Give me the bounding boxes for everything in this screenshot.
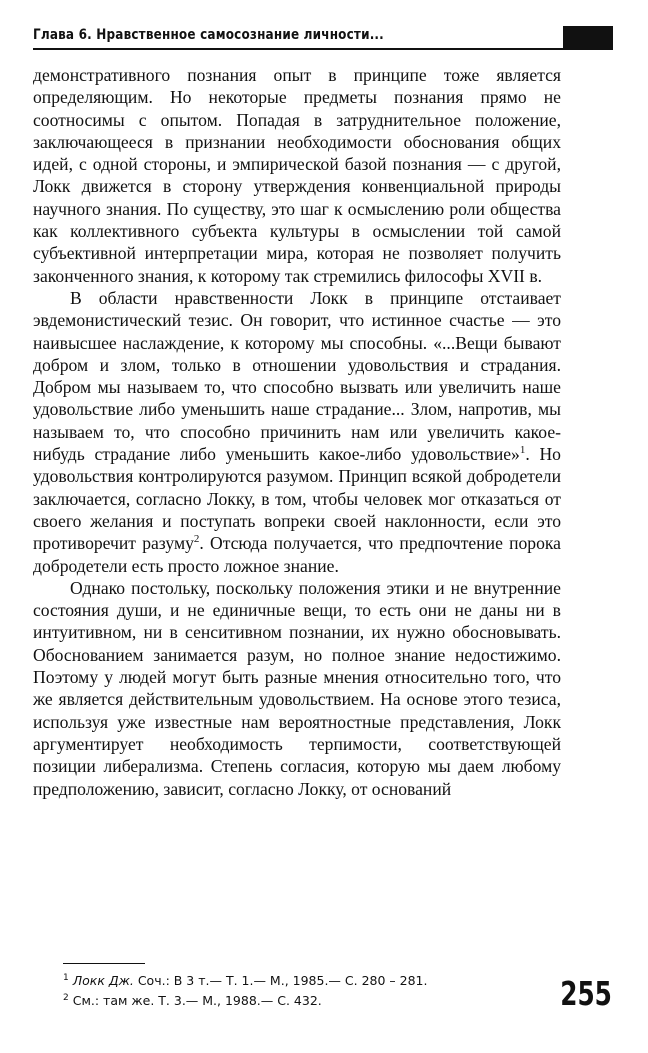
header-black-block (563, 26, 613, 48)
footnote-2 (63, 991, 533, 1011)
paragraph-1: демонстративного познания опыт в принципе тоже является определяющим. Но некоторые предметы познания прямо не соотносимы с опытом. Попадая в затруднительное положение, заключающееся в признании необходимости обоснования общих идей, с одной стороны, и эмпирической базой познания — с другой, Локк движется в сторону утверждения конвенциальной природы научного знания. По существу, это шаг к осмыслению роли общества как коллективного субъекта культуры в осмыслении той самой субъективной интерпретации мира, которая не позволяет получить законченного знания, к которому так стремились философы XVII в. (33, 65, 561, 286)
footnote-1 (63, 971, 533, 991)
footnote-ref-1: 1 (519, 444, 526, 457)
footnote-ref-2: 2 (193, 533, 200, 546)
footnote-number: 2 (63, 992, 69, 1003)
footnote-text: Соч.: В 3 т.— Т. 1.— М., 1985.— С. 280 – 281. (133, 973, 428, 988)
footnote-text: См.: там же. Т. 3.— М., 1988.— С. 432. (72, 993, 322, 1008)
page-number: 255 (560, 974, 612, 1013)
paragraph-2-text-a: В области нравственности Локк в принципе отстаивает эвдемонистический тезис. Он говорит, что истинное счастье — это наивысшее наслаждение, к которому мы способны. «...Вещи бывают добром и злом, только в отношении удовольствия и страдания. Добром мы называем то, что способно вызвать или увеличить наше удовольствие либо уменьшить наше страдание... Злом, напротив, мы называем то, что способно причинить нам или увеличить какое-нибудь страдание либо уменьшить какое-либо удовольствие» (33, 287, 561, 465)
main-text (33, 64, 561, 800)
paragraph-3: Однако постольку, поскольку положения этики и не внутренние состояния души, и не единичные вещи, то есть они не даны ни в интуитивном, ни в сенситивном познании, их нужно обосновывать. Обоснованием занимается разум, но полное знание недостижимо. Поэтому у людей могут быть разные мнения относительно того, что же является действительным удовольствием. На основе этого тезиса, используя уже известные нам вероятностные представления, Локк аргументирует необходимость терпимости, соответствующей позиции либерализма. Степень согласия, которую мы даем любому предположению, зависит, согласно Локку, от оснований (33, 577, 561, 799)
footnote-number: 1 (63, 972, 69, 983)
paragraph-2 (33, 287, 561, 577)
paragraph-2-text-c: . Отсюда получается, что предпочтение порока добродетели есть просто ложное знание. (33, 533, 561, 576)
paragraph-2-text-b: . Но удовольствия контролируются разумом. Принцип всякой добродетели заключается, согласно Локку, в том, чтобы человек мог отказаться от своего желания и поступать вопреки своей наклонности, если это противоречит разуму (33, 444, 561, 554)
running-header (33, 24, 613, 50)
footnote-divider (63, 963, 145, 964)
footnotes (63, 971, 533, 1011)
footnote-author: Локк Дж. (72, 973, 134, 988)
running-title: Глава 6. Нравственное самосознание личности... (33, 27, 384, 43)
header-rule (33, 48, 613, 50)
